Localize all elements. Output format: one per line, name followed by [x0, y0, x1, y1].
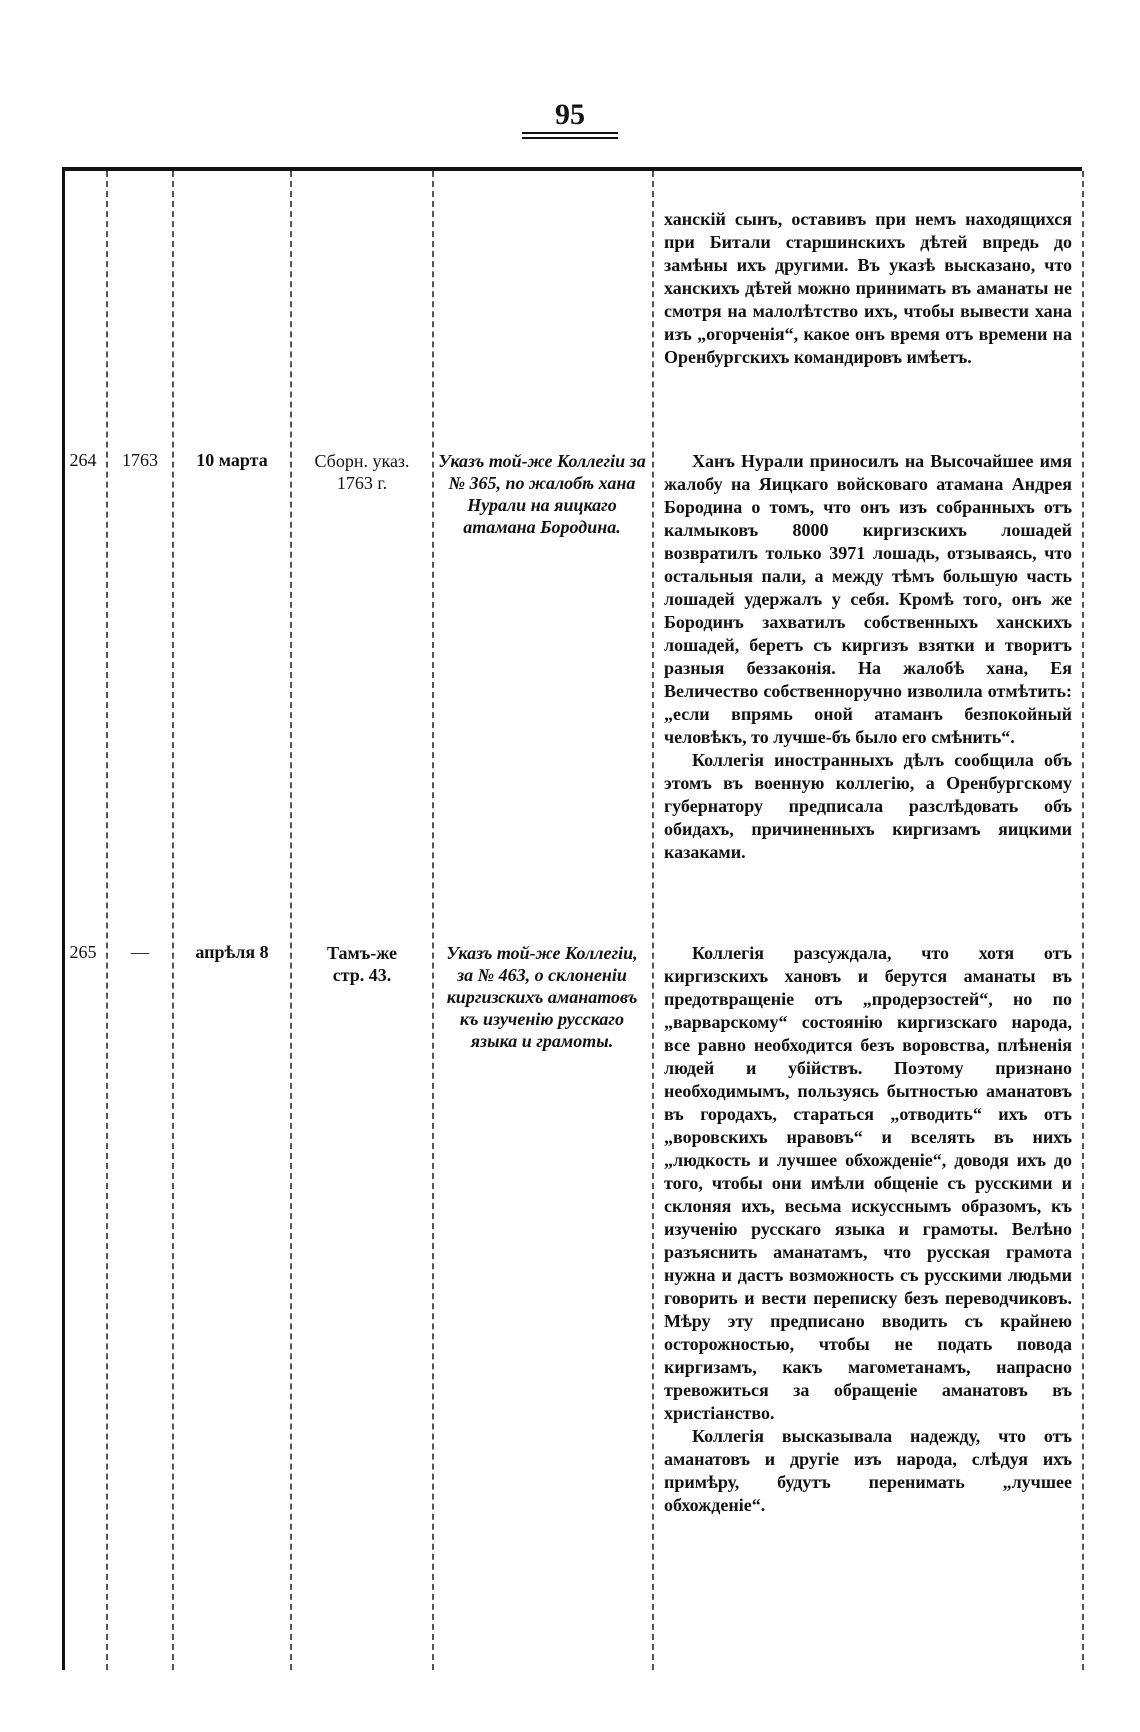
entry-content [664, 450, 1072, 864]
entry-source-line1: Сборн. указ. [314, 451, 410, 471]
entry-source-line2: стр. 43. [332, 965, 392, 985]
column-rule-date [290, 171, 292, 1670]
column-rule-right [1082, 171, 1084, 1670]
continuation-paragraph: ханскій сынъ, оставивъ при немъ находящихся при Битали старшинскихъ дѣтей впредь до замѣны ихъ другими. Въ указѣ высказано, что ханскихъ дѣтей можно принимать въ аманаты не смотря на малолѣтство ихъ, чтобы вывести хана изъ „огорченія“, какое онъ время отъ времени на Оренбургскихъ командировъ имѣетъ. [664, 209, 1072, 367]
entry-paragraph: Коллегія иностранныхъ дѣлъ сообщила объ этомъ въ военную коллегію, а Оренбургскому губернатору предписала разслѣдовать объ обидахъ, причиненныхъ киргизамъ яицкими казаками. [664, 750, 1072, 862]
entry-paragraph: Ханъ Нурали приносилъ на Высочайшее имя жалобу на Яицкаго войсковаго атамана Андрея Бородина о томъ, что онъ изъ собранныхъ отъ калмыковъ 8000 киргизскихъ лошадей возвратилъ только 3971 лошадь, отзываясь, что остальныя пали, а между тѣмъ большую часть лошадей удержалъ у себя. Кромѣ того, онъ же Бородинъ захватилъ собственныхъ ханскихъ лошадей, беретъ съ киргизъ взятки и творитъ разныя беззаконія. На жалобѣ хана, Ея Величество собственноручно изволила отмѣтить: „если впрямь оной атаманъ безпокойный человѣкъ, то лучше-бъ было его смѣнить“. [664, 451, 1072, 747]
column-rule-number [106, 171, 108, 1670]
entry-source-line1: Тамъ-же [326, 943, 398, 963]
entry-source-line2: 1763 г. [336, 473, 388, 493]
column-rule-year [172, 171, 174, 1670]
entry-title: Указъ той-же Коллегіи за № 365, по жалобѣ хана Нурали на яицкаго атамана Бородина. [438, 451, 646, 537]
entry-number: 264 [69, 450, 97, 470]
page-number: 95 [555, 98, 585, 131]
entry-source [294, 942, 430, 986]
entry-number: 265 [69, 942, 97, 962]
entry-title: Указъ той-же Коллегіи, за № 463, о склоненіи киргизскихъ аманатовъ къ изученію русскаго языка и грамоты. [446, 943, 638, 1051]
column-rule-left [62, 171, 65, 1670]
entry-date: 10 марта [196, 450, 268, 470]
entry-paragraph: Коллегія высказывала надежду, что отъ аманатовъ и другіе изъ народа, слѣдуя ихъ примѣру, будутъ перенимать „лучшее обхожденіе“. [664, 1426, 1072, 1515]
entry-year: — [131, 942, 149, 962]
entry-paragraph: Коллегія разсуждала, что хотя отъ киргизскихъ хановъ и берутся аманаты въ предотвращеніе отъ „продерзостей“, но по „варварскому“ состоянію киргизскаго народа, все равно необходится безъ воровства, плѣненія людей и убійствъ. Поэтому признано необходимымъ, пользуясь бытностью аманатовъ въ городахъ, стараться „отводить“ ихъ отъ „воровскихъ нравовъ“ и вселять въ нихъ „людкость и лучшее обхожденіе“, доводя ихъ до того, чтобы они имѣли общеніе съ русскими и склоняя ихъ, весьма искусснымъ образомъ, къ изученію русскаго языка и грамоты. Велѣно разъяснить аманатамъ, что русская грамота нужна и дастъ возможность съ русскими людьми говорить и вести переписку безъ переводчиковъ. Мѣру эту предписано вводить съ крайнею осторожностью, чтобы не подать повода киргизамъ, какъ магометанамъ, напрасно тревожиться за обращеніе аманатовъ въ христіанство. [664, 943, 1072, 1423]
continuation-text [664, 208, 1072, 369]
entry-date: апрѣля 8 [195, 942, 269, 962]
entry-source [294, 450, 430, 494]
entry-content [664, 942, 1072, 1517]
column-rule-title [652, 171, 654, 1670]
page-number-rule-2 [522, 137, 618, 139]
column-rule-source [432, 171, 434, 1670]
table-top-rule [62, 167, 1082, 171]
page-number-rule [522, 132, 618, 134]
entry-year: 1763 [122, 450, 158, 470]
